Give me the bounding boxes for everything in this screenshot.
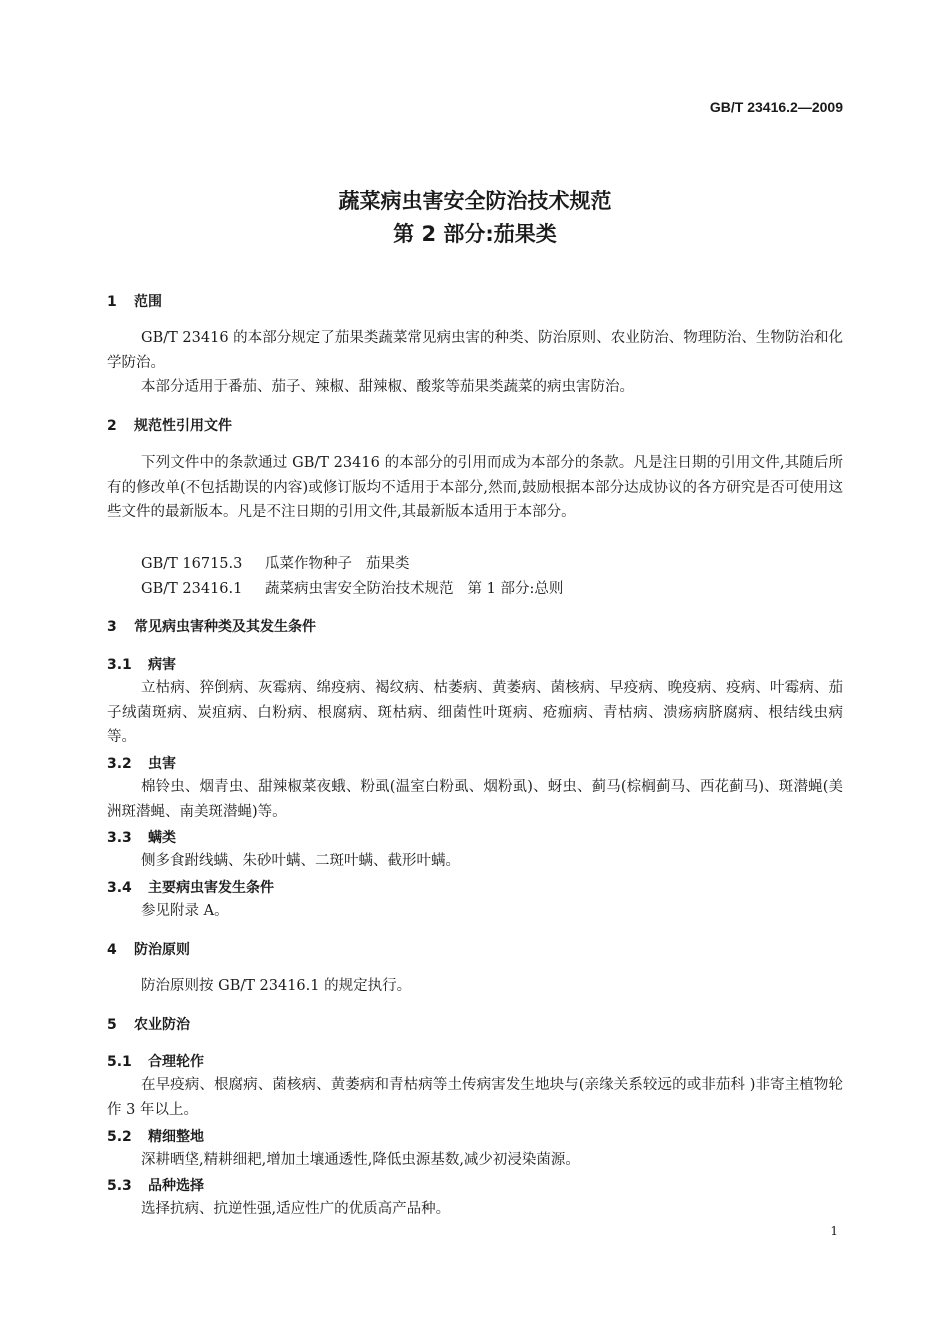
paragraph: 棉铃虫、烟青虫、甜辣椒菜夜蛾、粉虱(温室白粉虱、烟粉虱)、蚜虫、蓟马(棕榈蓟马、西花蓟马)、斑潜蝇(美洲斑潜蝇、南美斑潜蝇)等。 xyxy=(107,779,843,820)
section-heading-1 xyxy=(107,291,162,311)
section-title: 范围 xyxy=(134,294,162,310)
subsection-heading-3-4 xyxy=(107,877,274,897)
section-number: 1 xyxy=(107,294,117,310)
section-number: 2 xyxy=(107,418,117,434)
document-title: 蔬菜病虫害安全防治技术规范 xyxy=(338,189,612,213)
reference-code: GB/T 23416.1 xyxy=(141,581,243,597)
reference-title: 蔬菜病虫害安全防治技术规范 xyxy=(265,581,454,597)
paragraph: 防治原则按 GB/T 23416.1 的规定执行。 xyxy=(141,978,412,994)
section-heading-3 xyxy=(107,616,316,636)
subsection-title: 品种选择 xyxy=(148,1178,204,1194)
subsection-heading-3-2 xyxy=(107,753,176,773)
subsection-number: 3.2 xyxy=(107,756,132,772)
standard-number: GB/T 23416.2—2009 xyxy=(709,99,843,115)
section-title: 防治原则 xyxy=(134,942,190,958)
section-title: 农业防治 xyxy=(134,1017,190,1033)
subsection-heading-3-1 xyxy=(107,654,176,674)
paragraph: 在早疫病、根腐病、菌核病、黄萎病和青枯病等土传病害发生地块与(亲缘关系较远的或非茄科 )非寄主植物轮作 3 年以上。 xyxy=(107,1077,843,1118)
subsection-number: 3.3 xyxy=(107,830,132,846)
reference-item xyxy=(141,577,563,598)
section-title: 规范性引用文件 xyxy=(134,418,232,434)
subsection-heading-5-2 xyxy=(107,1126,204,1146)
section-heading-2 xyxy=(107,415,232,435)
subsection-title: 虫害 xyxy=(148,756,176,772)
paragraph: GB/T 23416 的本部分规定了茄果类蔬菜常见病虫害的种类、防治原则、农业防治、物理防治、生物防治和化学防治。 xyxy=(107,330,843,371)
paragraph: 选择抗病、抗逆性强,适应性广的优质高产品种。 xyxy=(141,1201,451,1217)
section-heading-4 xyxy=(107,939,190,959)
paragraph: 本部分适用于番茄、茄子、辣椒、甜辣椒、酸浆等茄果类蔬菜的病虫害防治。 xyxy=(141,379,634,395)
page-number: 1 xyxy=(830,1224,838,1238)
reference-title: 瓜菜作物种子 xyxy=(265,556,352,572)
paragraph: 参见附录 A。 xyxy=(141,903,229,919)
section-number: 5 xyxy=(107,1017,117,1033)
subsection-title: 螨类 xyxy=(148,830,176,846)
subsection-title: 合理轮作 xyxy=(148,1054,204,1070)
subsection-number: 5.3 xyxy=(107,1178,132,1194)
paragraph: 深耕晒垡,精耕细耙,增加土壤通透性,降低虫源基数,减少初浸染菌源。 xyxy=(141,1152,580,1168)
reference-title-part: 第 1 部分:总则 xyxy=(467,581,564,597)
section-title: 常见病虫害种类及其发生条件 xyxy=(134,619,316,635)
paragraph: 侧多食跗线螨、朱砂叶螨、二斑叶螨、截形叶螨。 xyxy=(141,853,460,869)
subsection-title: 主要病虫害发生条件 xyxy=(148,880,274,896)
section-number: 4 xyxy=(107,942,117,958)
subsection-heading-3-3 xyxy=(107,827,176,847)
subsection-number: 5.2 xyxy=(107,1129,132,1145)
reference-code: GB/T 16715.3 xyxy=(141,556,243,572)
subsection-number: 3.4 xyxy=(107,880,132,896)
section-number: 3 xyxy=(107,619,117,635)
reference-item xyxy=(141,552,410,573)
subsection-number: 5.1 xyxy=(107,1054,132,1070)
paragraph: 下列文件中的条款通过 GB/T 23416 的本部分的引用而成为本部分的条款。凡是注日期的引用文件,其随后所有的修改单(不包括勘误的内容)或修订版均不适用于本部分,然而,鼓励根据本部分达成协议的各方研究是否可使用这些文件的最新版本。凡是不注日期的引用文件,其最新版本适用于本部分。 xyxy=(107,455,843,520)
section-heading-5 xyxy=(107,1014,190,1034)
subsection-title: 病害 xyxy=(148,657,176,673)
document-subtitle: 第 2 部分:茄果类 xyxy=(393,222,557,246)
reference-title-part: 茄果类 xyxy=(366,556,410,572)
subsection-title: 精细整地 xyxy=(148,1129,204,1145)
subsection-heading-5-1 xyxy=(107,1051,204,1071)
paragraph: 立枯病、猝倒病、灰霉病、绵疫病、褐纹病、枯萎病、黄萎病、菌核病、早疫病、晚疫病、疫病、叶霉病、茄子绒菌斑病、炭疽病、白粉病、根腐病、斑枯病、细菌性叶斑病、疮痂病、青枯病、溃疡病脐腐病、根结线虫病等。 xyxy=(107,680,843,745)
subsection-number: 3.1 xyxy=(107,657,132,673)
subsection-heading-5-3 xyxy=(107,1175,204,1195)
